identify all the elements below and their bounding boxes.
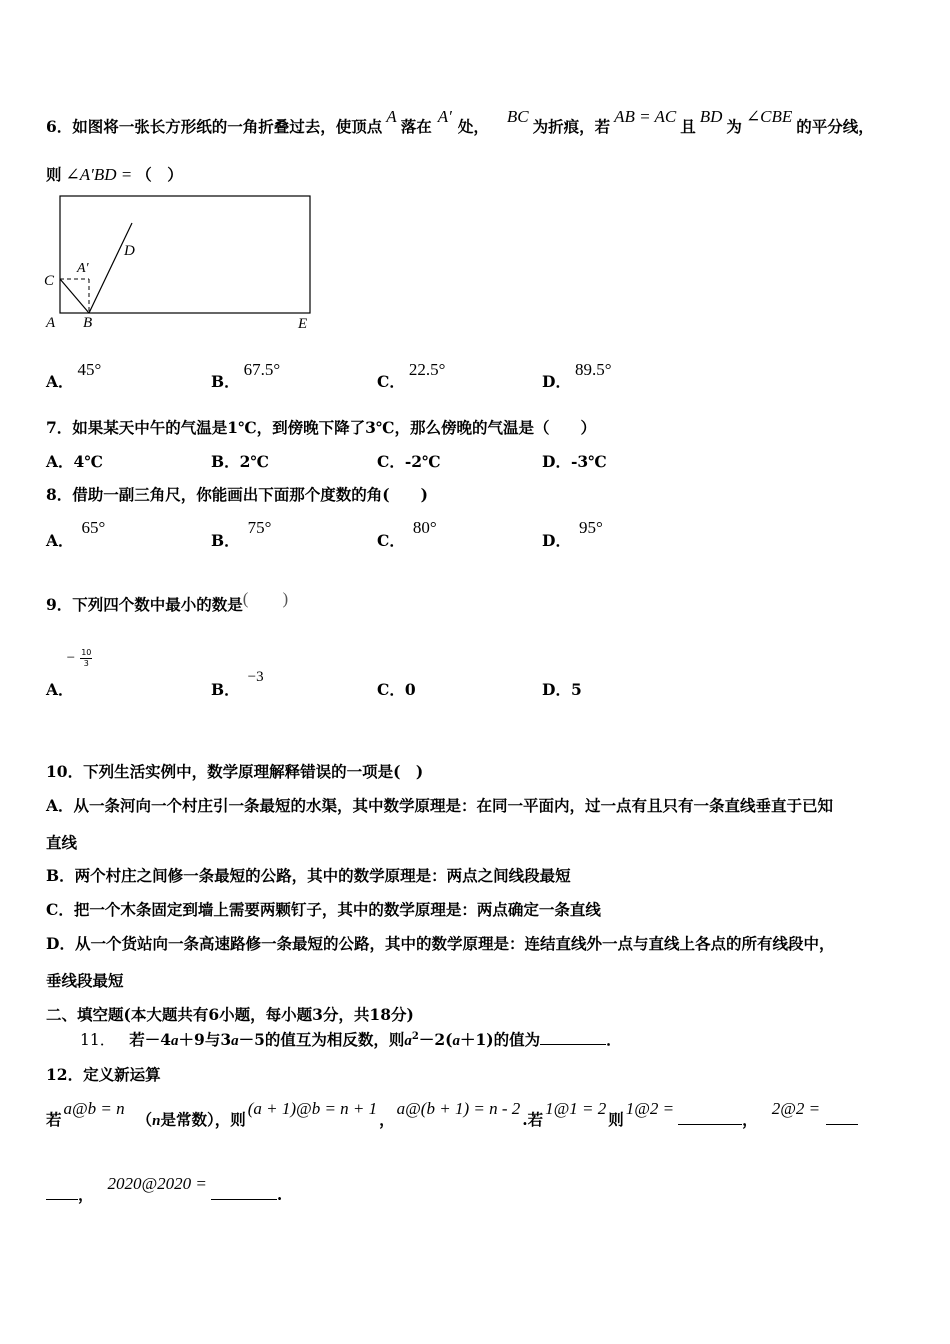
q10-option-b: B．两个村庄之间修一条最短的公路，其中的数学原理是：两点之间线段最短 bbox=[46, 866, 571, 885]
label-b: B bbox=[83, 315, 93, 331]
q6-option-c: C．22.5° bbox=[377, 360, 446, 391]
q8-option-d: D．95° bbox=[542, 518, 603, 550]
q11: 11． 若－4a＋9与3a－5的值互为相反数，则$a^2-2(a+1)$的值为 ． bbox=[80, 1030, 622, 1049]
fraction: − $\frac{10}{3}$ bbox=[66, 648, 92, 668]
answer-blank[interactable] bbox=[826, 1110, 858, 1125]
q6-stem-line2: 则 ∠A′BD = （ ） bbox=[46, 165, 183, 184]
q10-option-a-line2: 直线 bbox=[46, 833, 78, 852]
q9-option-a: A． − $\frac{10}{3}$ bbox=[46, 648, 92, 699]
q12-line2: 若a@b = n（n是常数），则(a + 1)@b = n + 1，a@(b + 1) = n - 2.若1@1 = 2则1@2 =，2@2 = bbox=[46, 1108, 858, 1130]
q6-option-d: D．89.5° bbox=[542, 360, 612, 391]
q10-option-d-line1: D．从一个货站向一条高速路修一条最短的公路，其中的数学原理是：连结直线外一点与直线上各点的所有线段中， bbox=[46, 934, 835, 953]
q7-option-b: B．2℃ bbox=[211, 452, 269, 471]
label-c: C bbox=[44, 273, 55, 289]
q12-line3: ，2020@2020 =. bbox=[46, 1183, 282, 1205]
q7-stem: 7．如果某天中午的气温是1℃，到傍晚下降了3℃，那么傍晚的气温是（ ） bbox=[46, 418, 597, 437]
q6-figure bbox=[40, 190, 330, 340]
q12-stem: 12．定义新运算 bbox=[46, 1065, 161, 1084]
q8-stem: 8．借助一副三角尺，你能画出下面那个度数的角( ) bbox=[46, 485, 428, 504]
q10-option-a-line1: A．从一条河向一个村庄引一条最短的水渠，其中数学原理是：在同一平面内，过一点有且只有一条直线垂直于已知 bbox=[46, 796, 834, 815]
label-e: E bbox=[298, 316, 308, 332]
q9-option-d: D．5 bbox=[542, 680, 582, 699]
q8-option-a: A．65° bbox=[46, 518, 106, 550]
q10-option-c: C．把一个木条固定到墙上需要两颗钉子，其中的数学原理是：两点确定一条直线 bbox=[46, 900, 601, 919]
q10-stem: 10．下列生活实例中，数学原理解释错误的一项是( ) bbox=[46, 762, 424, 781]
q8-option-c: C．80° bbox=[377, 518, 437, 550]
crease-bc bbox=[60, 279, 89, 313]
answer-blank[interactable] bbox=[211, 1185, 277, 1200]
q6-option-a: A．45° bbox=[46, 360, 102, 391]
q8-option-b: B．75° bbox=[211, 518, 272, 550]
answer-blank[interactable] bbox=[540, 1030, 606, 1045]
q7-option-a: A．4℃ bbox=[46, 452, 103, 471]
label-d: D bbox=[124, 243, 135, 259]
line-bd bbox=[89, 223, 132, 313]
q9-stem: 9．下列四个数中最小的数是( ) bbox=[46, 589, 289, 614]
label-a-prime: A′ bbox=[77, 261, 89, 276]
q6-stem-line1: 6．如图将一张长方形纸的一角折叠过去，使顶点A落在A′处，BC为折痕，若AB = AC且BD为∠CBE的平分线， bbox=[46, 107, 874, 136]
q6-option-b: B．67.5° bbox=[211, 360, 281, 391]
q7-option-c: C．-2℃ bbox=[377, 452, 441, 471]
answer-blank[interactable] bbox=[46, 1185, 78, 1200]
label-a: A bbox=[46, 315, 56, 331]
q9-option-b: B．−3 bbox=[211, 669, 264, 699]
q10-option-d-line2: 垂线段最短 bbox=[46, 971, 124, 990]
answer-blank[interactable] bbox=[678, 1110, 742, 1125]
q9-option-c: C．0 bbox=[377, 680, 416, 699]
section2-title: 二、填空题(本大题共有6小题，每小题3分，共18分) bbox=[46, 1005, 414, 1024]
q7-option-d: D．-3℃ bbox=[542, 452, 607, 471]
